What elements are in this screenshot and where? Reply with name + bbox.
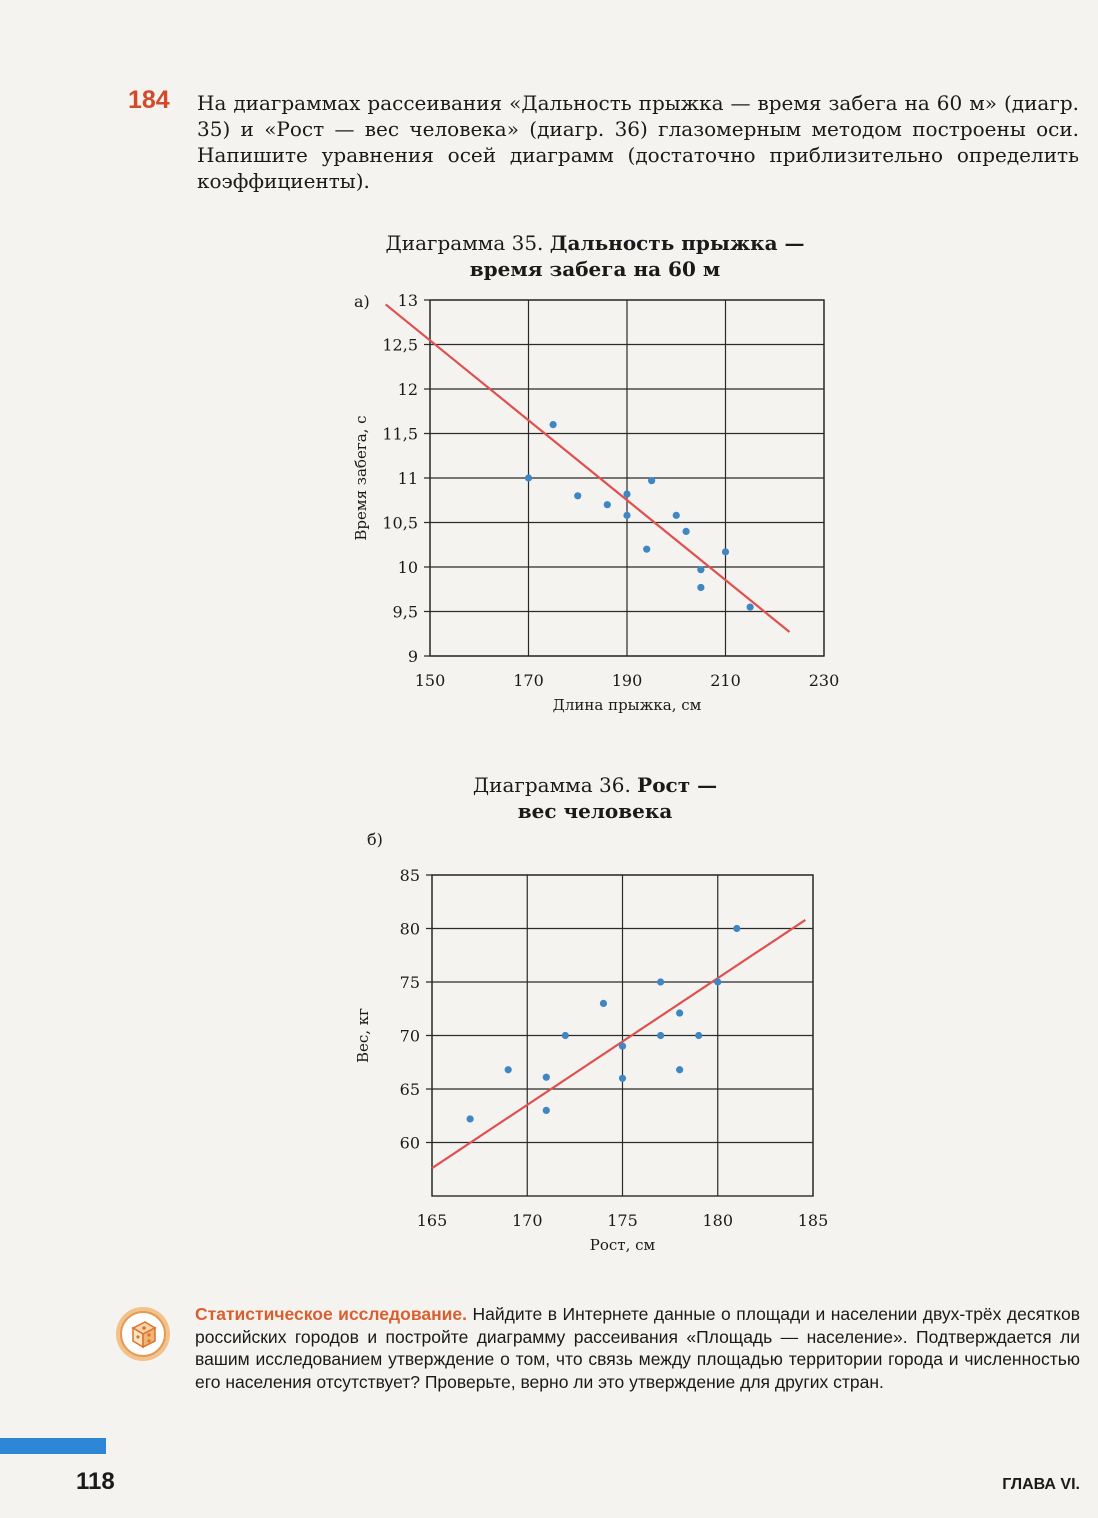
chart35-data-point (697, 566, 704, 573)
chart36-xtick-label: 175 (607, 1211, 638, 1230)
chart36-data-point (676, 1009, 683, 1016)
chart36-data-point (657, 978, 664, 985)
chart36-data-point (714, 978, 721, 985)
chart36-data-point (695, 1032, 702, 1039)
chart36-data-point (733, 925, 740, 932)
footer-accent-bar (0, 1438, 106, 1454)
chart36-xlabel: Рост, см (589, 1236, 656, 1254)
chart35-title-line2: время забега на 60 м (469, 257, 721, 281)
chart35-data-point (673, 512, 680, 519)
chart36-title-line2: вес человека (517, 799, 673, 823)
research-task (195, 1303, 1080, 1393)
chart36-data-point (505, 1066, 512, 1073)
chart35-data-point (648, 477, 655, 484)
chart35-ytick-label: 11,5 (382, 424, 418, 444)
dice-research-icon (115, 1306, 171, 1362)
chart35-data-point (550, 421, 557, 428)
chart35-ytick-label: 9 (407, 647, 418, 666)
chart35-data-point (697, 584, 704, 591)
task-text: На диаграммах рассеивания «Дальность прыжка — время забега на 60 м» (диагр. 35) и «Рост — вес человека» (диагр. 36) глазомерным методом построены оси. Напишите уравнения осей диаграмм (достаточно приблизительно определить коэффициенты). (197, 91, 1079, 193)
chart36-xtick-label: 170 (511, 1211, 543, 1230)
chart36-data-point (619, 1075, 626, 1082)
chart36-ylabel: Вес, кг (354, 1007, 372, 1064)
chart36-ytick-label: 75 (399, 973, 420, 992)
chart35-data-point (747, 603, 754, 610)
chart36-data-point (543, 1107, 550, 1114)
chart35-ytick-label: 10,5 (382, 513, 418, 533)
chart36-title (300, 772, 890, 824)
chart35-data-point (722, 548, 729, 555)
chart35-panel-label: а) (354, 292, 370, 311)
chart36-data-point (657, 1032, 664, 1039)
chart35-scatter (0, 290, 1098, 720)
chart36-xtick-label: 185 (797, 1211, 829, 1230)
chart35-data-point (525, 474, 532, 481)
chart35-ytick-label: 12,5 (382, 335, 418, 355)
research-text: Найдите в Интернете данные о площади и населении двух-трёх десятков российских городов и постройте диаграмму рассеивания «Площадь — население». Подтверждается ли вашим исследованием утверждение о том, что связь между площадью территории города и численностью его населения отсутствует? Проверьте, верно ли это утверждение для других стран. (195, 1304, 1080, 1392)
chart35-data-point (623, 490, 630, 497)
chart35-trend-line (386, 304, 790, 632)
chart36-title-main: Рост — (637, 773, 718, 797)
chart36-data-point (562, 1032, 569, 1039)
chart35-ylabel: Время забега, с (352, 415, 370, 541)
task-number: 184 (128, 86, 170, 114)
chart36-ytick-label: 85 (399, 866, 420, 885)
chart35-xtick-label: 210 (710, 671, 741, 690)
chart36-xtick-label: 180 (702, 1211, 734, 1230)
chart35-xtick-label: 150 (414, 671, 446, 690)
chart36-data-point (676, 1066, 683, 1073)
chart36-panel-label: б) (367, 830, 383, 849)
chart35-title (300, 230, 890, 282)
research-lead: Статистическое исследование. (195, 1304, 468, 1324)
chart36-data-point (543, 1074, 550, 1081)
chart36-data-point (619, 1043, 626, 1050)
chart35-ytick-label: 9,5 (392, 602, 418, 622)
chart36-ytick-label: 70 (399, 1026, 420, 1046)
page-number: 118 (76, 1468, 115, 1495)
chart35-title-main: Дальность прыжка — (549, 231, 805, 255)
chart35-ytick-label: 13 (397, 291, 418, 310)
chart36-trend-line (432, 920, 805, 1168)
chart36-scatter (0, 860, 1098, 1260)
chart35-data-point (623, 512, 630, 519)
chart35-ytick-label: 12 (397, 380, 418, 399)
chart35-xlabel: Длина прыжка, см (552, 696, 702, 714)
chart35-xtick-label: 170 (513, 671, 544, 690)
chart35-xtick-label: 230 (808, 671, 840, 690)
chart35-data-point (643, 546, 650, 553)
chart36-ytick-label: 60 (399, 1133, 420, 1153)
chart36-data-point (600, 1000, 607, 1007)
chart35-title-prefix: Диаграмма 35. (385, 231, 544, 255)
chart36-ytick-label: 80 (399, 919, 420, 939)
chart36-data-point (467, 1115, 474, 1122)
chart36-title-prefix: Диаграмма 36. (472, 773, 631, 797)
chart35-data-point (574, 492, 581, 499)
chapter-label: ГЛАВА VI. (1002, 1476, 1080, 1493)
chart35-data-point (683, 528, 690, 535)
chart36-ytick-label: 65 (399, 1080, 420, 1099)
chart35-data-point (604, 501, 611, 508)
chart35-ytick-label: 11 (397, 469, 418, 488)
chart35-xtick-label: 190 (611, 671, 643, 690)
chart35-ytick-label: 10 (397, 558, 418, 577)
chart36-xtick-label: 165 (416, 1211, 448, 1230)
